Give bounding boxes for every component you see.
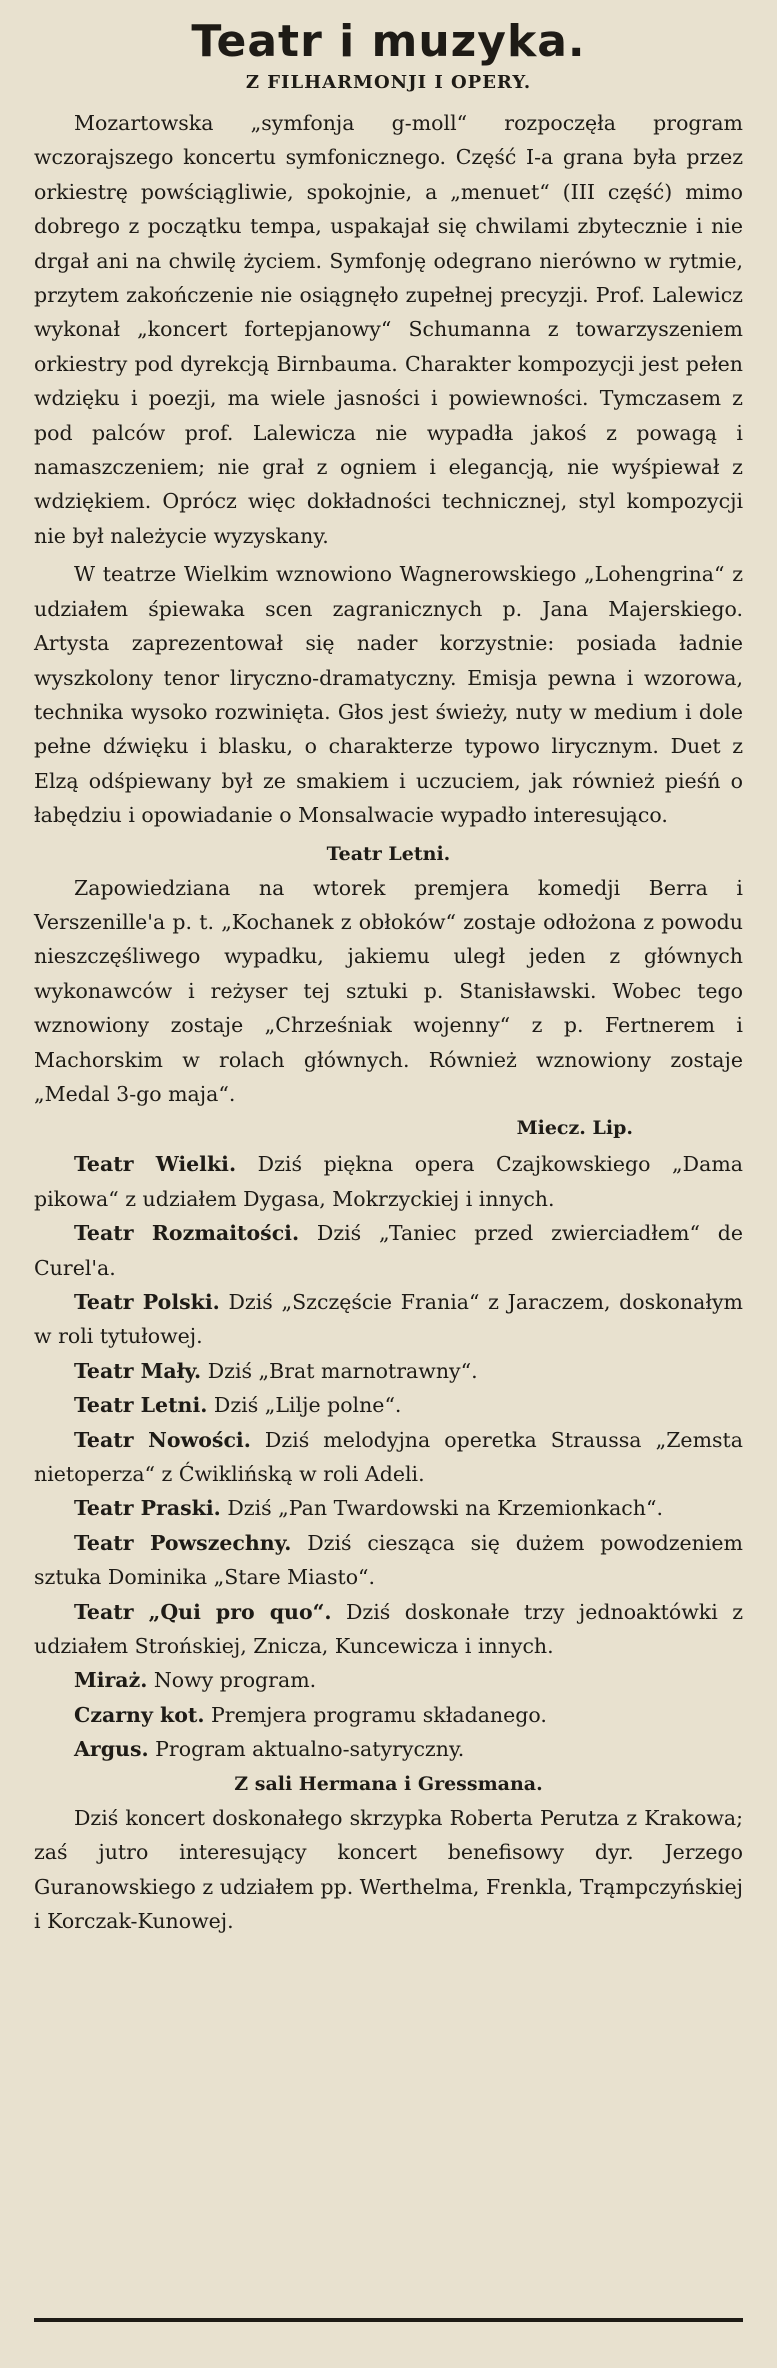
section-heading: Z FILHARMONJI I OPERY. [245,72,532,93]
listing-text: Dziś doskonałe trzy jednoaktówki z udziałem Strońskiej, Znicza, Kuncewicza i innych. [34,1599,743,1659]
listing-name: Teatr Powszechny. [74,1530,292,1555]
listing-item [34,1423,743,1492]
listing-text: Dziś ciesząca się dużem powodzeniem sztuka Dominika „Stare Miasto“. [34,1530,743,1590]
letni-heading: Teatr Letni. [326,842,451,865]
article-paragraph: W teatrze Wielkim wznowiono Wagnerowskiego „Lohengrina“ z udziałem śpiewaka scen zagranicznych p. Jana Majerskiego. Artysta zaprezentował się nader korzystnie: posiada ładnie wyszkolony tenor liryczno-dramatyczny. Emisja pewna i wzorowa, technika wysoko rozwinięta. Głos jest świeży, nuty w medium i dole pełne dźwięku i blasku, o charakterze typowo lirycznym. Duet z Elzą odśpiewany był ze smakiem i uczuciem, jak również pieśń o łabędziu i opowiadanie o Monsalwacie wypadło interesująco. [34,562,743,828]
article-paragraph: Mozartowska „symfonja g-moll“ rozpoczęła program wczorajszego koncertu symfonicznego. Część I-a grana była przez orkiestrę powściągliwie, spokojnie, a „menuet“ (III część) mimo dobrego z początku tempa, uspakajał się chwilami zbytecznie i nie drgał ani na chwilę życiem. Symfonję odegrano nierówno w rytmie, przytem zakończenie nie osiągnęło zupełnej precyzji. Prof. Lalewicz wykonał „koncert fortepjanowy“ Schumanna z towarzyszeniem orkiestry pod dyrekcją Birnbauma. Charakter kompozycji jest pełen wdzięku i poezji, ma wiele jasności i powiewności. Tymczasem z pod palców prof. Lalewicza nie wypadła jakoś z powagą i namaszczeniem; nie grał z ogniem i elegancją, nie wyśpiewał z wdziękiem. Oprócz więc dokładności technicznej, styl kompozycji nie był należycie wyzyskany. [34,111,743,548]
listing-item [34,1354,743,1388]
listing-text: Dziś melodyjna operetka Straussa „Zemsta nietoperza“ z Ćwiklińską w roli Adeli. [34,1427,743,1487]
listing-text: Dziś „Szczęście Frania“ z Jaraczem, doskonałym w roli tytułowej. [34,1290,743,1349]
listing-name: Teatr Praski. [74,1496,221,1521]
listing-text: Dziś „Taniec przed zwierciadłem“ de Curel'a. [34,1221,744,1280]
listing-text: Dziś „Lilje polne“. [207,1393,402,1418]
listing-name: Teatr Mały. [74,1358,202,1383]
listing-name: Teatr Rozmaitości. [74,1221,300,1246]
listing-name: Teatr Polski. [74,1290,220,1314]
letni-paragraph: Zapowiedziana na wtorek premjera komedji Berra i Verszenille'a p. t. „Kochanek z obłoków“ zostaje odłożona z powodu nieszczęśliwego wypadku, jakiemu uległ jeden z głównych wykonawców i reżyser tej sztuki p. Stanisławski. Wobec tego wznowiony zostaje „Chrześniak wojenny“ z p. Fertnerem i Machorskim w rolach głównych. Również wznowiony zostaje „Medal 3-go maja“. [34,875,743,1106]
section-title: Teatr i muzyka. [191,16,586,67]
listing-item [34,1216,743,1285]
listing-name: Czarny kot. [74,1702,205,1727]
listing-name: Teatr „Qui pro quo“. [74,1599,332,1624]
author-signature: Miecz. Lip. [516,1117,633,1140]
closing-rule [34,2318,743,2322]
listing-item [34,1491,743,1525]
listing-name: Teatr Wielki. [74,1152,237,1177]
listing-name: Teatr Letni. [74,1393,208,1418]
concert-paragraph: Dziś koncert doskonałego skrzypka Roberta Perutza z Krakowa; zaś jutro interesujący koncert benefisowy dyr. Jerzego Guranowskiego z udziałem pp. Werthelma, Frenkla, Trąmpczyńskiej i Korczak-Kunowej. [34,1805,743,1933]
listing-item [34,1663,743,1697]
listing-text: Premjera programu składanego. [204,1702,547,1727]
listing-name: Argus. [74,1737,149,1762]
listing-item [34,1147,743,1216]
listing-text: Dziś piękna opera Czajkowskiego „Dama pikowa“ z udziałem Dygasa, Mokrzyckiej i innych. [34,1152,743,1211]
listing-name: Teatr Nowości. [74,1427,251,1452]
listing-item [34,1526,743,1595]
listing-item [34,1388,743,1422]
listing-name: Miraż. [74,1668,148,1693]
listing-text: Dziś „Brat marnotrawny“. [201,1358,478,1383]
listing-item [34,1285,743,1354]
concert-heading: Z sali Hermana i Gressmana. [234,1772,543,1795]
listing-text: Program aktualno-satyryczny. [148,1737,465,1762]
listing-item [34,1698,743,1732]
listing-item [34,1732,743,1766]
listing-text: Nowy program. [147,1668,317,1693]
listing-text: Dziś „Pan Twardowski na Krzemionkach“. [220,1496,663,1521]
listing-item [34,1595,743,1664]
